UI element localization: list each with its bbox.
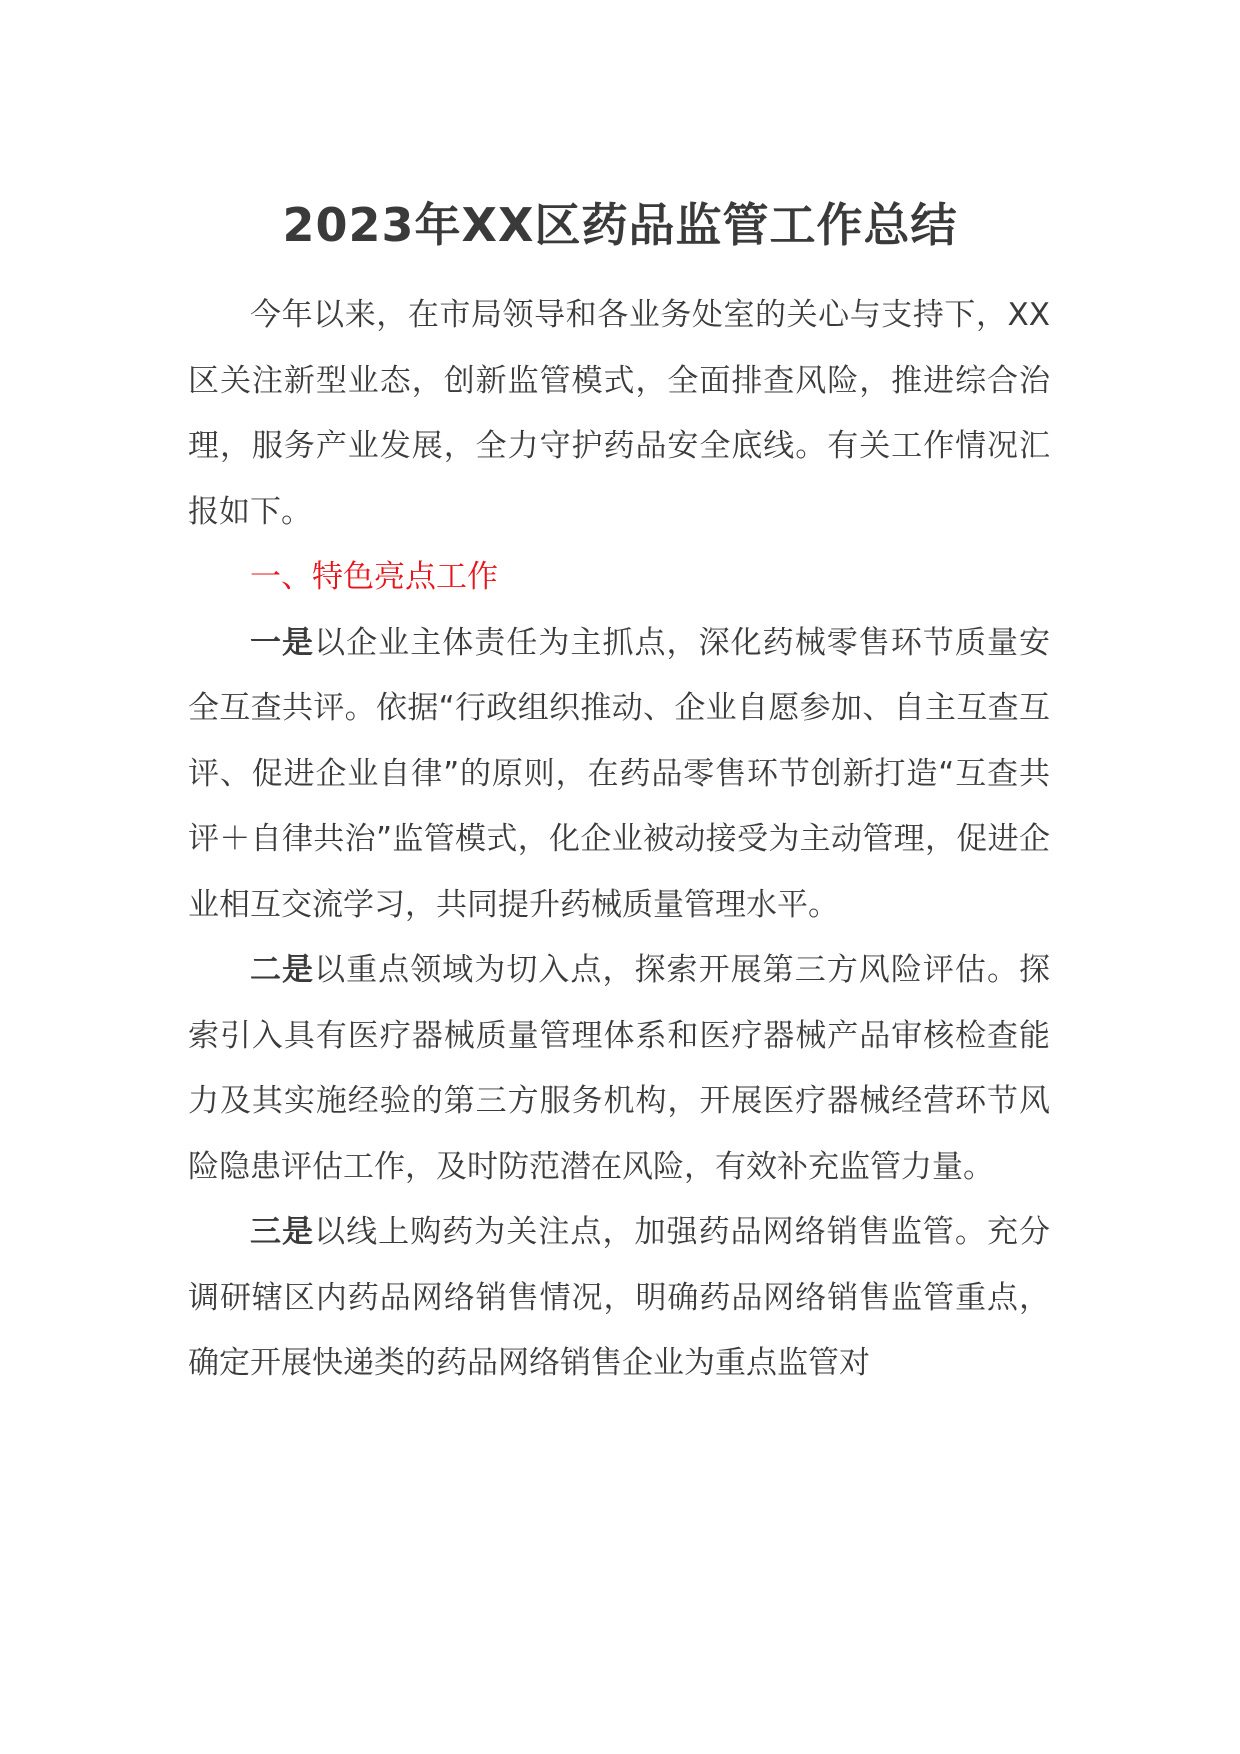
item-paragraph-2 [188,938,1050,1200]
item-text-3: 以线上购药为关注点，加强药品网络销售监管。充分调研辖区内药品网络销售情况，明确药品网络销售监管重点，确定开展快递类的药品网络销售企业为重点监管对 [188,1214,1051,1381]
document-title: 2023年XX区药品监管工作总结 [282,198,958,252]
item-text-1: 以企业主体责任为主抓点，深化药械零售环节质量安全互查共评。依据“行政组织推动、企业自愿参加、自主互查互评、促进企业自律”的原则，在药品零售环节创新打造“互查共评＋自律共治”监管模式，化企业被动接受为主动管理，促进企业相互交流学习，共同提升药械质量管理水平。 [188,624,1051,923]
section-heading-highlights: 一、特色亮点工作 [250,559,498,595]
item-paragraph-1 [188,611,1050,939]
item-lead-2: 二是 [250,952,315,988]
item-lead-1: 一是 [250,624,315,661]
item-text-2: 以重点领域为切入点，探索开展第三方风险评估。探索引入具有医疗器械质量管理体系和医疗器械产品审核检查能力及其实施经验的第三方服务机构，开展医疗器械经营环节风险隐患评估工作，及时防范潜在风险，有效补充监管力量。 [188,952,1051,1185]
document-body [188,283,1050,1397]
item-lead-3: 三是 [250,1214,315,1250]
intro-paragraph: 今年以来，在市局领导和各业务处室的关心与支持下，XX区关注新型业态，创新监管模式，全面排查风险，推进综合治理，服务产业发展，全力守护药品安全底线。有关工作情况汇报如下。 [188,297,1050,530]
item-paragraph-3 [188,1200,1050,1397]
